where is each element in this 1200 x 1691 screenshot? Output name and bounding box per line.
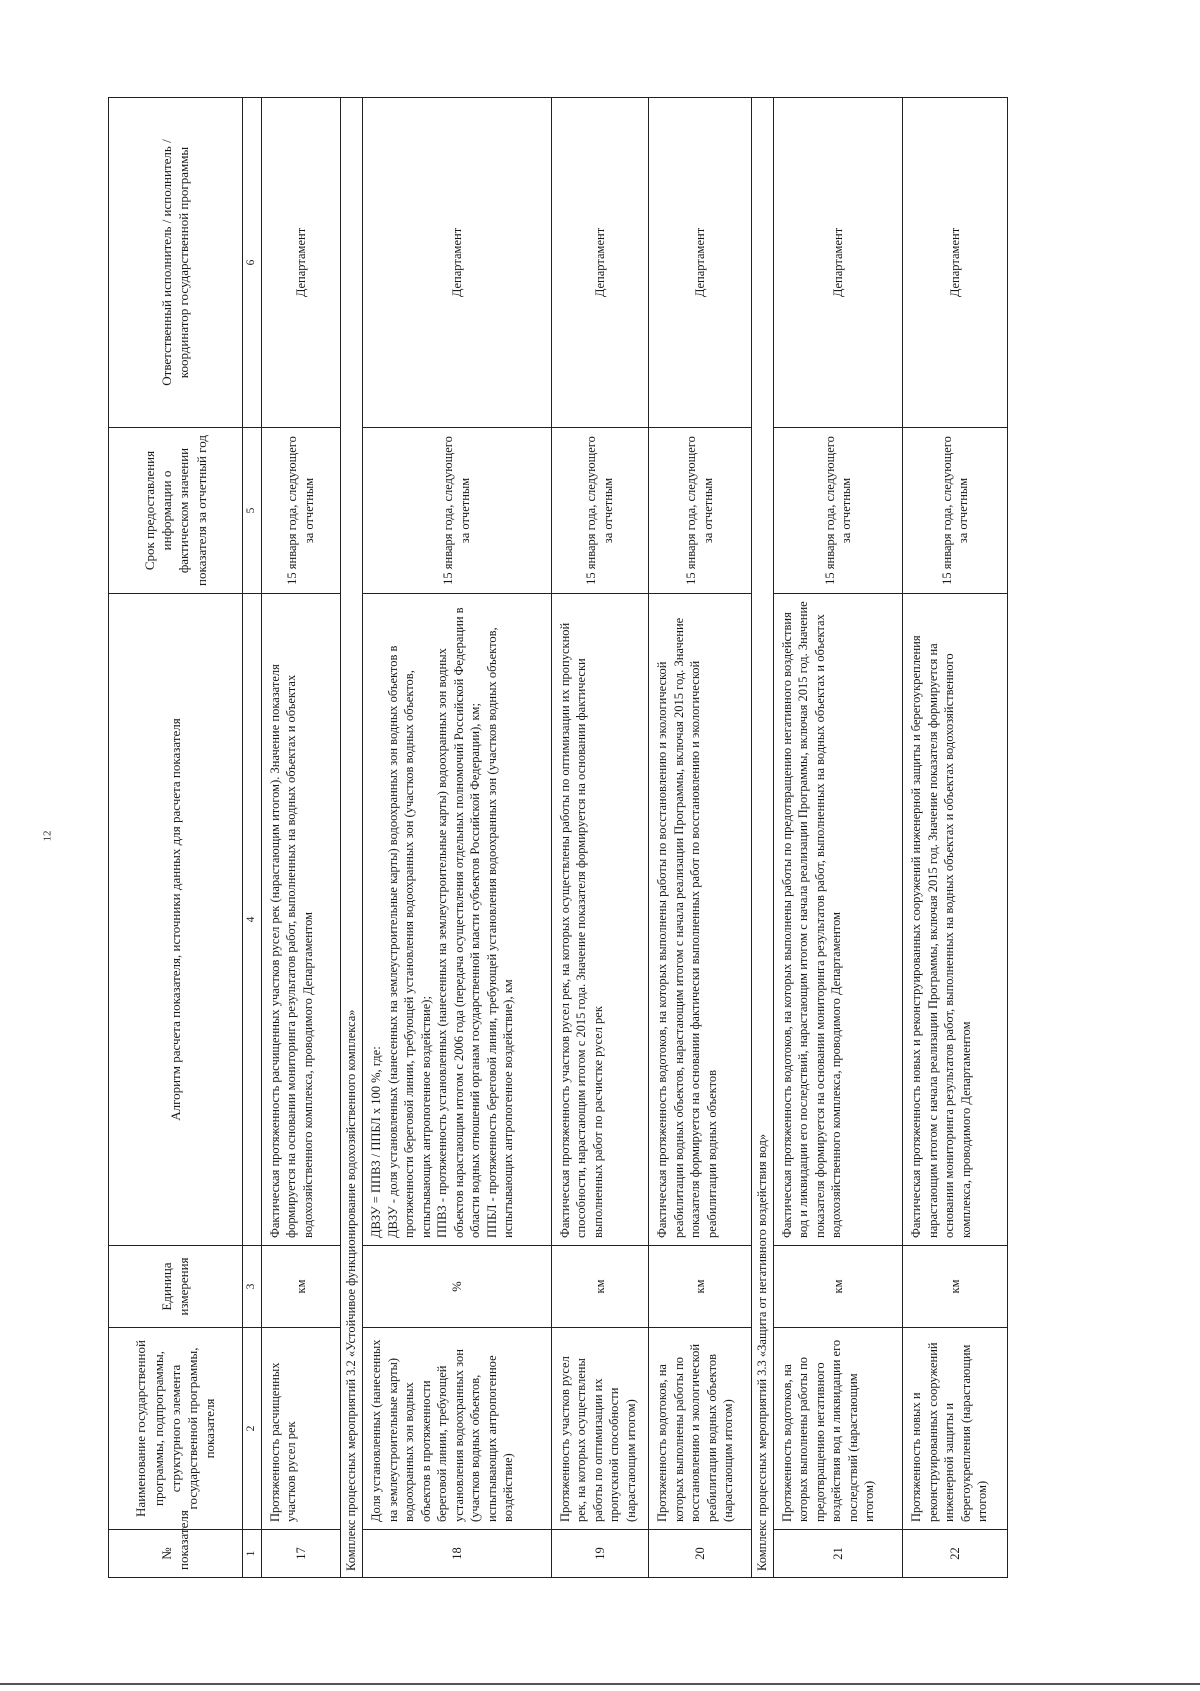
indicator-algorithm: Фактическая протяженность новых и реконструированных сооружений инженерной защиты и берегоукрепления нарастающим итогом с начала реализации Программы, включая 2015 год. Значение показателя формируется на основании мониторинга результатов работ, выполненных на водных объектах и объектах водохозяйственного комплекса, проводимого Департаментом	[903, 594, 1008, 1246]
section-title: Комплекс процессных мероприятий 3.2 «Устойчивое функционирование водохозяйственного комплекса»	[341, 98, 363, 1578]
header-name: Наименование государственной программы, подпрограммы, структурного элемента государственной программы, показателя	[109, 1328, 243, 1530]
indicator-name: Протяженность участков русел рек, на которых осуществлены работы по оптимизации их пропускной способности (нарастающим итогом)	[551, 1328, 649, 1530]
indicators-table	[108, 97, 1008, 1578]
column-number: 3	[242, 1246, 261, 1328]
section-row	[341, 98, 363, 1578]
page-bottom-rule	[0, 1683, 1200, 1685]
indicator-unit: %	[363, 1246, 551, 1328]
indicator-responsible: Департамент	[773, 98, 903, 428]
indicator-id: 19	[551, 1530, 649, 1578]
indicator-id: 21	[773, 1530, 903, 1578]
column-number: 2	[242, 1328, 261, 1530]
page-number: 12	[41, 830, 54, 842]
definition-text: ДВЗУ - доля установленных (нанесенных на землеустроительные карты) водоохранных зон водных объектов в протяженности береговой линии, требующей установления водоохранных зон (участков водных объектов, испытывающих антропогенное воздействие);	[385, 645, 433, 1238]
indicator-responsible: Департамент	[903, 98, 1008, 428]
column-number: 5	[242, 428, 261, 594]
indicator-name: Протяженность новых и реконструированных сооружений инженерной защиты и берегоукрепления (нарастающим итогом)	[903, 1328, 1008, 1530]
indicator-id: 22	[903, 1530, 1008, 1578]
indicator-responsible: Департамент	[363, 98, 551, 428]
indicator-deadline: 15 января года, следующего за отчетным	[773, 428, 903, 594]
table-header-row	[109, 98, 243, 1578]
indicator-algorithm: Фактическая протяженность участков русел рек, на которых осуществлены работы по оптимизации их пропускной способности, нарастающим итогом с 2015 года. Значение показателя формируется на основании фактически выполненных работ по расчистке русел рек	[551, 594, 649, 1246]
indicator-unit: км	[649, 1246, 751, 1328]
header-algorithm: Алгоритм расчета показателя, источники данных для расчета показателя	[109, 594, 243, 1246]
formula-text: ДВЗУ = ППВЗ / ППБЛ x 100 %, где:	[369, 1046, 384, 1238]
indicator-algorithm: Фактическая протяженность расчищенных участков русел рек (нарастающим итогом). Значение показателя формируется на основании мониторинга результатов работ, выполненных на водных объектах и объектах водохозяйственного комплекса, проводимого Департаментом	[261, 594, 340, 1246]
table-row	[649, 98, 751, 1578]
indicator-deadline: 15 января года, следующего за отчетным	[903, 428, 1008, 594]
indicator-deadline: 15 января года, следующего за отчетным	[261, 428, 340, 594]
header-unit: Единица измерения	[109, 1246, 243, 1328]
table-row	[903, 98, 1008, 1578]
header-indicator-number: № показателя	[109, 1530, 243, 1578]
indicator-name: Протяженность расчищенных участков русел рек	[261, 1328, 340, 1530]
indicator-name: Доля установленных (нанесенных на землеустроительные карты) водоохранных зон водных объектов в протяженности береговой линии, требующей установления водоохранных зон (участков водных объектов, испытывающих антропогенное воздействие)	[363, 1328, 551, 1530]
column-number: 1	[242, 1530, 261, 1578]
indicator-id: 17	[261, 1530, 340, 1578]
header-responsible: Ответственный исполнитель / исполнитель / координатор государственной программы	[109, 98, 243, 428]
rotated-table-container	[108, 98, 1008, 1578]
indicator-responsible: Департамент	[261, 98, 340, 428]
indicator-responsible: Департамент	[649, 98, 751, 428]
indicator-unit: км	[773, 1246, 903, 1328]
indicator-id: 18	[363, 1530, 551, 1578]
indicator-name: Протяженность водотоков, на которых выполнены работы по предотвращению негативного воздействия вод и ликвидации его последствий (нарастающим итогом)	[773, 1328, 903, 1530]
section-row	[751, 98, 773, 1578]
header-deadline: Срок предоставления информации о фактическом значении показателя за отчетный год	[109, 428, 243, 594]
indicator-deadline: 15 января года, следующего за отчетным	[649, 428, 751, 594]
column-number-row	[242, 98, 261, 1578]
indicator-algorithm: Фактическая протяженность водотоков, на которых выполнены работы по восстановлению и экологической реабилитации водных объектов, нарастающим итогом с начала реализации Программы, включая 2015 год. Значение показателя формируется на основании фактически выполненных работ по восстановлению и экологической реабилитации водных объектов	[649, 594, 751, 1246]
indicator-deadline: 15 января года, следующего за отчетным	[363, 428, 551, 594]
table-row	[363, 98, 551, 1578]
indicator-algorithm: Фактическая протяженность водотоков, на которых выполнены работы по предотвращению негативного воздействия вод и ликвидации его последствий, нарастающим итогом с начала реализации Программы, включая 2015 год. Значение показателя формируется на основании мониторинга результатов работ, выполненных на водных объектах и объектах водохозяйственного комплекса, проводимого Департаментом	[773, 594, 903, 1246]
indicator-algorithm	[363, 594, 551, 1246]
column-number: 4	[242, 594, 261, 1246]
table-row	[551, 98, 649, 1578]
table-row	[773, 98, 903, 1578]
definition-text: ППБЛ - протяженность береговой линии, требующей установления водоохранных зон (участков водных объектов, испытывающих антропогенное воздействие), км	[484, 627, 516, 1238]
indicator-unit: км	[261, 1246, 340, 1328]
section-title: Комплекс процессных мероприятий 3.3 «Защита от негативного воздействия вод»	[751, 98, 773, 1578]
indicator-responsible: Департамент	[551, 98, 649, 428]
indicator-unit: км	[903, 1246, 1008, 1328]
definition-text: ППВЗ - протяженность установленных (нанесенных на землеустроительные карты) водоохранных зон водных объектов нарастающим итогом с 2006 года (передача осуществления отдельных полномочий Российской Федерации в области водных отношений органам государственной власти субъектов Российской Федерации), км;	[435, 607, 483, 1238]
indicator-name: Протяженность водотоков, на которых выполнены работы по восстановлению и экологической реабилитации водных объектов (нарастающим итогом)	[649, 1328, 751, 1530]
column-number: 6	[242, 98, 261, 428]
indicator-id: 20	[649, 1530, 751, 1578]
indicator-deadline: 15 января года, следующего за отчетным	[551, 428, 649, 594]
indicator-unit: км	[551, 1246, 649, 1328]
table-row	[261, 98, 340, 1578]
